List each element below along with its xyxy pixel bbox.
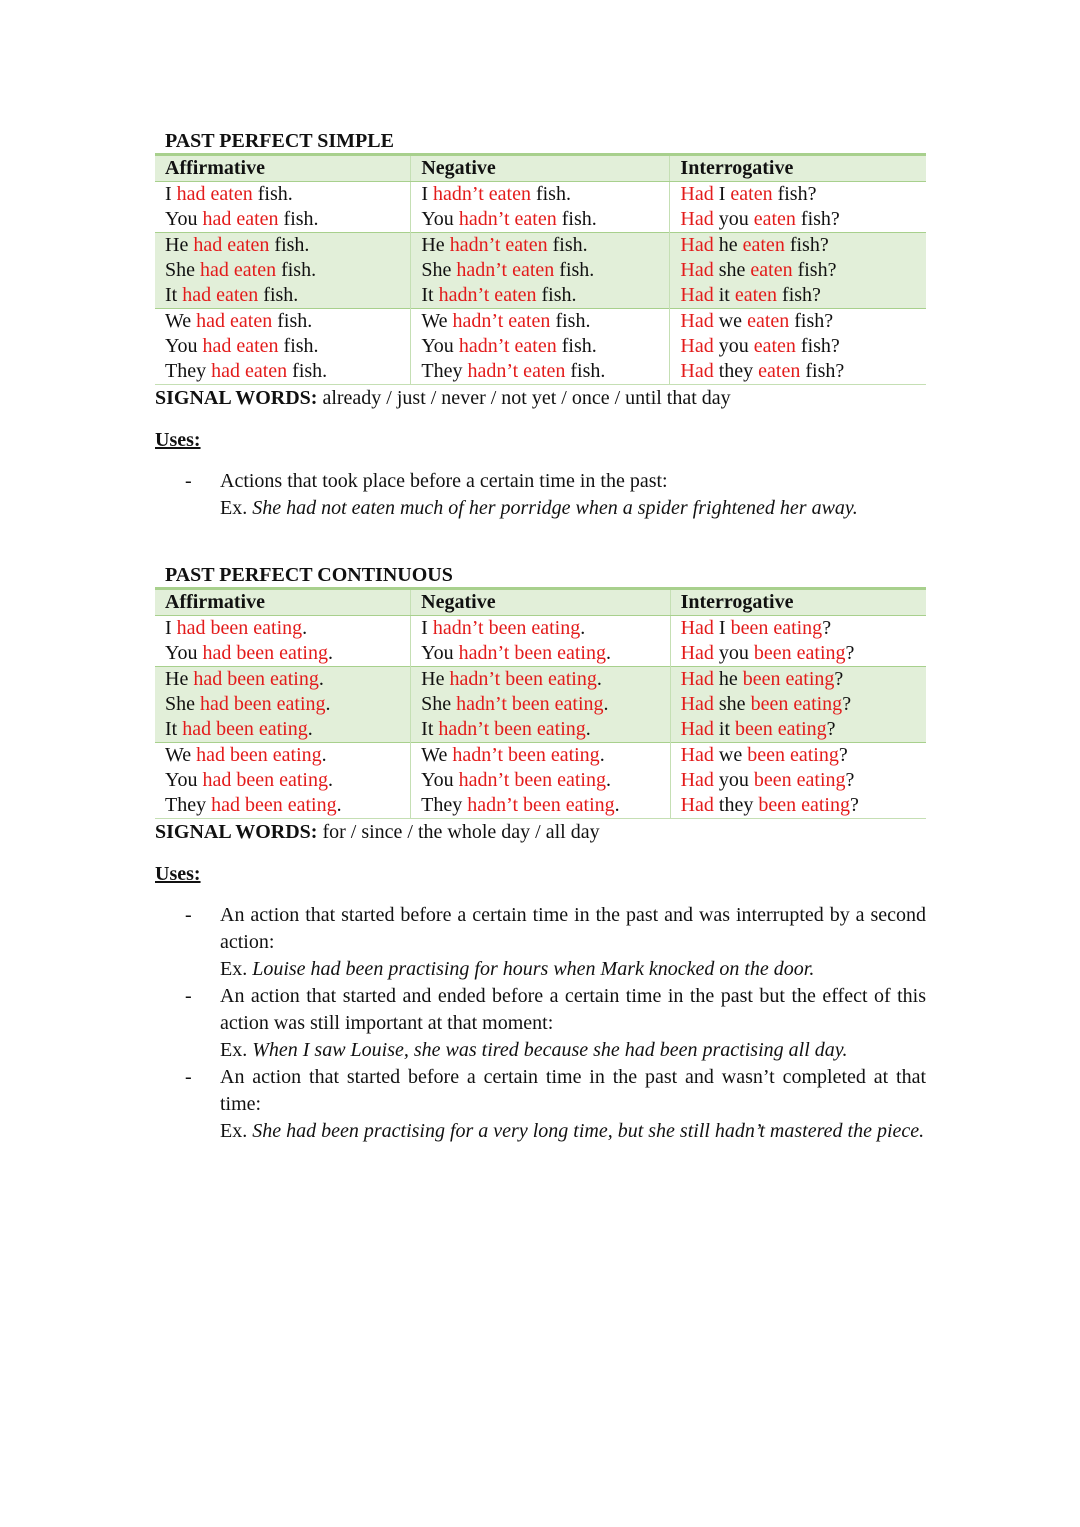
cell-text: . xyxy=(327,642,333,664)
table-cell xyxy=(155,717,411,743)
table-cell xyxy=(155,258,411,283)
verb-form: been eating xyxy=(753,769,846,791)
cell-text: ? xyxy=(838,744,848,766)
cell-text: You xyxy=(165,208,203,230)
cell-text: fish. xyxy=(565,360,606,382)
table-cell xyxy=(411,233,670,259)
use-description: An action that started before a certain time in the past and was interrupted by a second action: xyxy=(220,904,926,953)
verb-form: Had xyxy=(680,769,714,791)
cell-text: You xyxy=(165,769,203,791)
signal-words-label: SIGNAL WORDS: xyxy=(155,821,318,843)
signal-words-list: for / since / the whole day / all day xyxy=(317,821,600,843)
verb-form: had eaten xyxy=(202,335,279,357)
verb-form: been eating xyxy=(753,642,846,664)
column-header: Negative xyxy=(411,589,670,616)
verb-form: hadn’t eaten xyxy=(458,335,557,357)
past-perfect-simple-section xyxy=(155,129,926,522)
table-row xyxy=(155,692,926,717)
example-sentence: She had been practising for a very long time, but she still hadn’t mastered the piece. xyxy=(252,1120,925,1142)
cell-text: it xyxy=(713,284,735,306)
table-cell xyxy=(155,233,411,259)
cell-text: you xyxy=(713,208,754,230)
cell-text: . xyxy=(336,794,342,816)
verb-form: Had xyxy=(680,208,714,230)
cell-text: fish. xyxy=(278,335,319,357)
table-cell xyxy=(670,717,926,743)
cell-text: fish. xyxy=(556,335,597,357)
verb-form: Had xyxy=(680,718,714,740)
verb-form: had been eating xyxy=(176,617,303,639)
table-row xyxy=(155,233,926,259)
table-cell xyxy=(411,743,670,769)
verb-form: had been eating xyxy=(193,668,319,690)
verb-form: been eating xyxy=(742,668,835,690)
verb-form: hadn’t been eating xyxy=(456,693,604,715)
table-cell xyxy=(670,743,926,769)
cell-text: fish. xyxy=(530,183,571,205)
cell-text: you xyxy=(713,769,754,791)
signal-words-list: already / just / never / not yet / once / until that day xyxy=(317,387,731,409)
cell-text: They xyxy=(421,360,468,382)
table-cell xyxy=(670,258,926,283)
cell-text: fish? xyxy=(795,335,840,357)
cell-text: It xyxy=(421,718,439,740)
verb-form: hadn’t eaten xyxy=(456,259,555,281)
verb-form: hadn’t eaten xyxy=(433,183,531,205)
cell-text: It xyxy=(165,284,183,306)
example-sentence: Louise had been practising for hours when Mark knocked on the door. xyxy=(252,958,815,980)
verb-form: hadn’t been eating xyxy=(458,642,606,664)
cell-text: fish. xyxy=(554,259,595,281)
table-cell xyxy=(670,182,926,208)
cell-text: I xyxy=(165,183,177,205)
verb-form: Had xyxy=(680,259,714,281)
table-header-row xyxy=(155,155,926,182)
table-cell xyxy=(411,641,670,667)
verb-form: had been eating xyxy=(196,744,322,766)
verb-form: had been eating xyxy=(202,769,328,791)
cell-text: . xyxy=(603,693,609,715)
cell-text: . xyxy=(321,744,327,766)
bullet-dash: - xyxy=(185,904,192,926)
past-perfect-continuous-section xyxy=(155,563,926,1145)
verb-form: hadn’t been eating xyxy=(452,744,600,766)
verb-form: hadn’t been eating xyxy=(458,769,606,791)
cell-text: ? xyxy=(826,718,836,740)
cell-text: she xyxy=(713,693,751,715)
cell-text: You xyxy=(421,208,459,230)
verb-form: been eating xyxy=(758,794,850,816)
table-cell xyxy=(155,309,411,335)
table-cell xyxy=(411,359,670,385)
cell-text: I xyxy=(421,617,433,639)
table-cell xyxy=(411,283,670,309)
table-cell xyxy=(411,207,670,233)
table-cell xyxy=(670,667,926,693)
verb-form: had been eating xyxy=(211,794,337,816)
cell-text: fish? xyxy=(792,259,837,281)
cell-text: . xyxy=(596,668,602,690)
table-cell xyxy=(670,641,926,667)
table-row xyxy=(155,182,926,208)
verb-form: hadn’t eaten xyxy=(449,234,548,256)
use-description: Actions that took place before a certain time in the past: xyxy=(220,470,668,492)
cell-text: we xyxy=(713,744,748,766)
cell-text: fish. xyxy=(287,360,328,382)
cell-text: . xyxy=(325,693,331,715)
cell-text: . xyxy=(614,794,620,816)
table-cell xyxy=(670,768,926,793)
verb-form: Had xyxy=(680,668,714,690)
verb-form: hadn’t been eating xyxy=(467,794,615,816)
table-cell xyxy=(411,667,670,693)
column-header: Affirmative xyxy=(155,155,411,182)
signal-words xyxy=(155,385,926,411)
cell-text: He xyxy=(421,668,450,690)
cell-text: . xyxy=(605,769,611,791)
cell-text: She xyxy=(165,693,200,715)
table-row xyxy=(155,641,926,667)
cell-text: They xyxy=(421,794,468,816)
cell-text: You xyxy=(421,335,459,357)
uses-heading: Uses: xyxy=(155,863,201,885)
cell-text: I xyxy=(713,183,731,205)
table-row xyxy=(155,667,926,693)
table-row xyxy=(155,743,926,769)
verb-form: eaten xyxy=(742,234,785,256)
cell-text: we xyxy=(713,310,748,332)
section-title: PAST PERFECT CONTINUOUS xyxy=(165,564,453,586)
example-prefix: Ex. xyxy=(220,497,253,519)
cell-text: She xyxy=(165,259,200,281)
use-description: An action that started and ended before a certain time in the past but the effect of this action was still important at that moment: xyxy=(220,985,926,1034)
cell-text: . xyxy=(302,617,308,639)
cell-text: She xyxy=(421,693,457,715)
use-item xyxy=(155,983,926,1064)
table-row xyxy=(155,359,926,385)
table-cell xyxy=(411,309,670,335)
example-sentence: She had not eaten much of her porridge when a spider frightened her away. xyxy=(252,497,858,519)
table-cell xyxy=(411,258,670,283)
bullet-dash: - xyxy=(185,1066,192,1088)
uses-heading: Uses: xyxy=(155,429,201,451)
cell-text: it xyxy=(713,718,736,740)
cell-text: She xyxy=(421,259,457,281)
verb-form: Had xyxy=(680,310,714,332)
table-cell xyxy=(155,768,411,793)
verb-form: hadn’t eaten xyxy=(438,284,537,306)
verb-form: eaten xyxy=(747,310,790,332)
cell-text: fish. xyxy=(269,234,310,256)
verb-form: Had xyxy=(680,284,714,306)
table-cell xyxy=(155,692,411,717)
example-sentence: When I saw Louise, she was tired because she had been practising all day. xyxy=(252,1039,848,1061)
verb-form: had eaten xyxy=(182,284,259,306)
verb-form: had eaten xyxy=(193,234,270,256)
cell-text: they xyxy=(713,360,759,382)
example-prefix: Ex. xyxy=(220,1120,253,1142)
verb-form: Had xyxy=(680,794,714,816)
cell-text: He xyxy=(165,234,194,256)
cell-text: He xyxy=(165,668,194,690)
verb-form: had been eating xyxy=(200,693,326,715)
verb-form: Had xyxy=(680,234,714,256)
cell-text: They xyxy=(165,794,212,816)
cell-text: . xyxy=(599,744,605,766)
table-row xyxy=(155,258,926,283)
use-item xyxy=(155,468,926,522)
table-cell xyxy=(155,182,411,208)
cell-text: We xyxy=(421,744,453,766)
verb-form: hadn’t eaten xyxy=(458,208,557,230)
cell-text: You xyxy=(165,335,203,357)
cell-text: fish? xyxy=(800,360,845,382)
cell-text: I xyxy=(713,617,731,639)
cell-text: You xyxy=(421,769,459,791)
verb-form: Had xyxy=(680,642,714,664)
column-header: Affirmative xyxy=(155,589,411,616)
cell-text: He xyxy=(421,234,450,256)
conjugation-table xyxy=(155,153,926,385)
cell-text: I xyxy=(421,183,434,205)
verb-form: eaten xyxy=(753,208,796,230)
bullet-dash: - xyxy=(185,470,192,492)
cell-text: . xyxy=(585,718,591,740)
cell-text: . xyxy=(318,668,324,690)
cell-text: It xyxy=(165,718,183,740)
verb-form: hadn’t eaten xyxy=(467,360,566,382)
table-row xyxy=(155,283,926,309)
table-cell xyxy=(670,207,926,233)
table-cell xyxy=(411,793,670,819)
signal-words xyxy=(155,819,926,845)
cell-text: she xyxy=(713,259,751,281)
table-cell xyxy=(155,793,411,819)
column-header: Negative xyxy=(411,155,670,182)
conjugation-table xyxy=(155,587,926,819)
table-cell xyxy=(411,182,670,208)
use-item xyxy=(155,902,926,983)
table-cell xyxy=(155,743,411,769)
cell-text: they xyxy=(713,794,759,816)
table-row xyxy=(155,793,926,819)
cell-text: fish. xyxy=(547,234,588,256)
verb-form: been eating xyxy=(735,718,827,740)
cell-text: We xyxy=(421,310,453,332)
verb-form: hadn’t been eating xyxy=(449,668,597,690)
cell-text: fish. xyxy=(252,183,293,205)
table-cell xyxy=(155,616,411,642)
verb-form: Had xyxy=(680,744,714,766)
cell-text: fish? xyxy=(777,284,821,306)
cell-text: ? xyxy=(845,642,855,664)
verb-form: had eaten xyxy=(211,360,288,382)
verb-form: eaten xyxy=(758,360,801,382)
verb-form: hadn’t eaten xyxy=(452,310,551,332)
table-cell xyxy=(670,359,926,385)
cell-text: We xyxy=(165,744,197,766)
cell-text: fish. xyxy=(556,208,597,230)
table-cell xyxy=(411,334,670,359)
verb-form: Had xyxy=(680,693,714,715)
table-row xyxy=(155,616,926,642)
table-cell xyxy=(155,641,411,667)
table-cell xyxy=(155,334,411,359)
table-header-row xyxy=(155,589,926,616)
cell-text: fish. xyxy=(278,208,319,230)
table-cell xyxy=(155,667,411,693)
verb-form: had eaten xyxy=(196,310,273,332)
cell-text: fish. xyxy=(536,284,577,306)
table-cell xyxy=(411,692,670,717)
verb-form: had been eating xyxy=(182,718,308,740)
table-row xyxy=(155,334,926,359)
cell-text: ? xyxy=(842,693,852,715)
table-cell xyxy=(670,233,926,259)
cell-text: You xyxy=(421,642,459,664)
table-cell xyxy=(155,283,411,309)
verb-form: had eaten xyxy=(200,259,277,281)
table-cell xyxy=(670,616,926,642)
cell-text: We xyxy=(165,310,197,332)
verb-form: been eating xyxy=(730,617,823,639)
cell-text: he xyxy=(713,668,743,690)
cell-text: fish? xyxy=(772,183,817,205)
table-row xyxy=(155,309,926,335)
example-prefix: Ex. xyxy=(220,958,253,980)
table-cell xyxy=(155,207,411,233)
cell-text: . xyxy=(580,617,586,639)
table-row xyxy=(155,768,926,793)
verb-form: hadn’t been eating xyxy=(432,617,581,639)
table-cell xyxy=(670,309,926,335)
table-cell xyxy=(411,616,670,642)
cell-text: ? xyxy=(845,769,855,791)
verb-form: been eating xyxy=(750,693,843,715)
verb-form: been eating xyxy=(747,744,839,766)
cell-text: you xyxy=(713,335,754,357)
table-cell xyxy=(670,692,926,717)
cell-text: fish? xyxy=(789,310,834,332)
signal-words-label: SIGNAL WORDS: xyxy=(155,387,318,409)
verb-form: had been eating xyxy=(202,642,328,664)
column-header: Interrogative xyxy=(670,155,926,182)
use-item xyxy=(155,1064,926,1145)
verb-form: eaten xyxy=(750,259,793,281)
verb-form: hadn’t been eating xyxy=(438,718,586,740)
bullet-dash: - xyxy=(185,985,192,1007)
table-cell xyxy=(670,334,926,359)
cell-text: ? xyxy=(849,794,859,816)
verb-form: eaten xyxy=(734,284,778,306)
cell-text: You xyxy=(165,642,203,664)
cell-text: They xyxy=(165,360,212,382)
section-title: PAST PERFECT SIMPLE xyxy=(165,130,394,152)
table-row xyxy=(155,207,926,233)
use-description: An action that started before a certain time in the past and wasn’t completed at that time: xyxy=(220,1066,926,1115)
verb-form: Had xyxy=(680,335,714,357)
column-header: Interrogative xyxy=(670,589,926,616)
verb-form: eaten xyxy=(753,335,796,357)
verb-form: Had xyxy=(680,617,714,639)
cell-text: fish. xyxy=(258,284,299,306)
cell-text: fish. xyxy=(276,259,317,281)
verb-form: eaten xyxy=(730,183,773,205)
cell-text: It xyxy=(421,284,439,306)
cell-text: fish. xyxy=(272,310,313,332)
verb-form: Had xyxy=(680,360,714,382)
cell-text: fish? xyxy=(784,234,829,256)
cell-text: . xyxy=(327,769,333,791)
table-cell xyxy=(670,793,926,819)
verb-form: Had xyxy=(680,183,714,205)
table-row xyxy=(155,717,926,743)
cell-text: he xyxy=(713,234,743,256)
cell-text: . xyxy=(307,718,313,740)
verb-form: had eaten xyxy=(202,208,279,230)
table-cell xyxy=(411,717,670,743)
cell-text: fish. xyxy=(550,310,591,332)
cell-text: fish? xyxy=(795,208,840,230)
cell-text: . xyxy=(605,642,611,664)
cell-text: I xyxy=(165,617,177,639)
table-cell xyxy=(670,283,926,309)
cell-text: you xyxy=(713,642,754,664)
cell-text: ? xyxy=(834,668,844,690)
verb-form: had eaten xyxy=(176,183,253,205)
example-prefix: Ex. xyxy=(220,1039,253,1061)
table-cell xyxy=(411,768,670,793)
cell-text: ? xyxy=(822,617,832,639)
table-cell xyxy=(155,359,411,385)
